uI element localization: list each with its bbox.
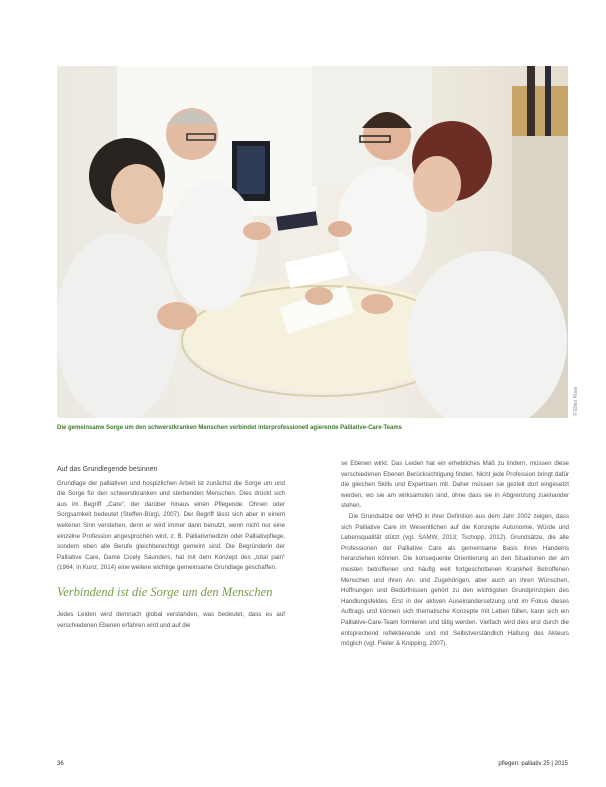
photo-caption: Die gemeinsame Sorge um den schwerstkranken Menschen verbindet interprofessionell agierende Palliative-Care-Teams <box>57 425 403 431</box>
photo-credit: © Ellen Rose <box>573 386 579 416</box>
article-photo <box>57 66 568 418</box>
section-heading: Verbindend ist die Sorge um den Menschen <box>57 584 273 599</box>
paragraph: Grundlage der palliativen und hospizlichen Arbeit ist zunächst die Sorge um und die Sorge für den schwerstkranken und sterbenden Menschen. Dies drückt sich aus im Begriff „Care“, der darüber hinaus einen Pflegende. Ohnen oder Sorgsamkeit bedeutet (Steffen-Bürgi, 2007). Der Begriff lässt sich aber in einem weiteren Sinn verstehen, denn er wird immer dann benutzt, wenn nicht nur eine einzelne Profession angesprochen wird, z. B. Palliativmedizin oder Palliativpflege, sondern eben alle Berufe gleichberechtigt gemeint sind. Die Begründerin der Palliative Care, Dame Cicely Saunders, hat mit dem Konzept des „total pain“ (1964; in Kunz, 2014) eine weitere wichtige gemeinsame Grundlage geschaffen. <box>57 479 285 572</box>
paragraph: Die Grundsätze der WHO in ihrer Definition aus dem Jahr 2002 zeigen, dass sich Palliative Care im Wesentlichen auf die Konzepte Autonomie, Würde und Lebensqualität stützt (vgl. SAMW, 2013; Tschopp, 2012). Grundsätze, die alle Professionen der Palliative Care als gemeinsame Basis ihres Handelns heranziehen können. Die konsequente Orientierung an den Situationen der am meisten betroffenen und häufig weit fortgeschrittenen Krankheit Betroffenen Menschen und ihren An- und Zugehörigen, aber auch an ihren Wünschen, Hoffnungen und Bedürfnissen gehört zu den wichtigsten Grundprinzipien des Handlungsfeldes. Erst in der aktiven Auseinandersetzung und im Fokus dieses Auftrags und können sich thematische Konzepte mit Leben füllen, kann sich ein Palliative-Care-Team formieren und tätig werden. Vielfach wird dies erst durch die entsprechend reflektierende und mit Selbstverständlich Haltung des Akteurs möglich (vgl. Fleiler & Knipping, 2007). <box>341 512 569 648</box>
page-number: 36 <box>57 761 64 767</box>
article-column-left <box>57 465 285 631</box>
paragraph: se Ebenen wirkt. Das Leiden hat ein erhebliches Maß zu lindern, müssen diese verschiedenen Ebenen Berücksichtigung finden. Nicht jede Profession bringt dafür die gleichen Skills und Expertisen mit. Daher müssen sie gezielt dort eingesetzt werden, wo sie am wirksamsten sind, ohne dass sie in Abgrenzung zueinander stehen. <box>341 460 569 510</box>
paragraph: Jedes Leiden wird demnach global verstanden, was bedeutet, dass es auf verschiedenen Ebenen erfahren wird und auf die <box>57 610 285 629</box>
article-column-right <box>341 459 569 650</box>
journal-name: pflegen: palliativ 25 | 2015 <box>498 761 568 767</box>
section-subheading: Auf das Grundlegende besinnen <box>57 466 158 473</box>
